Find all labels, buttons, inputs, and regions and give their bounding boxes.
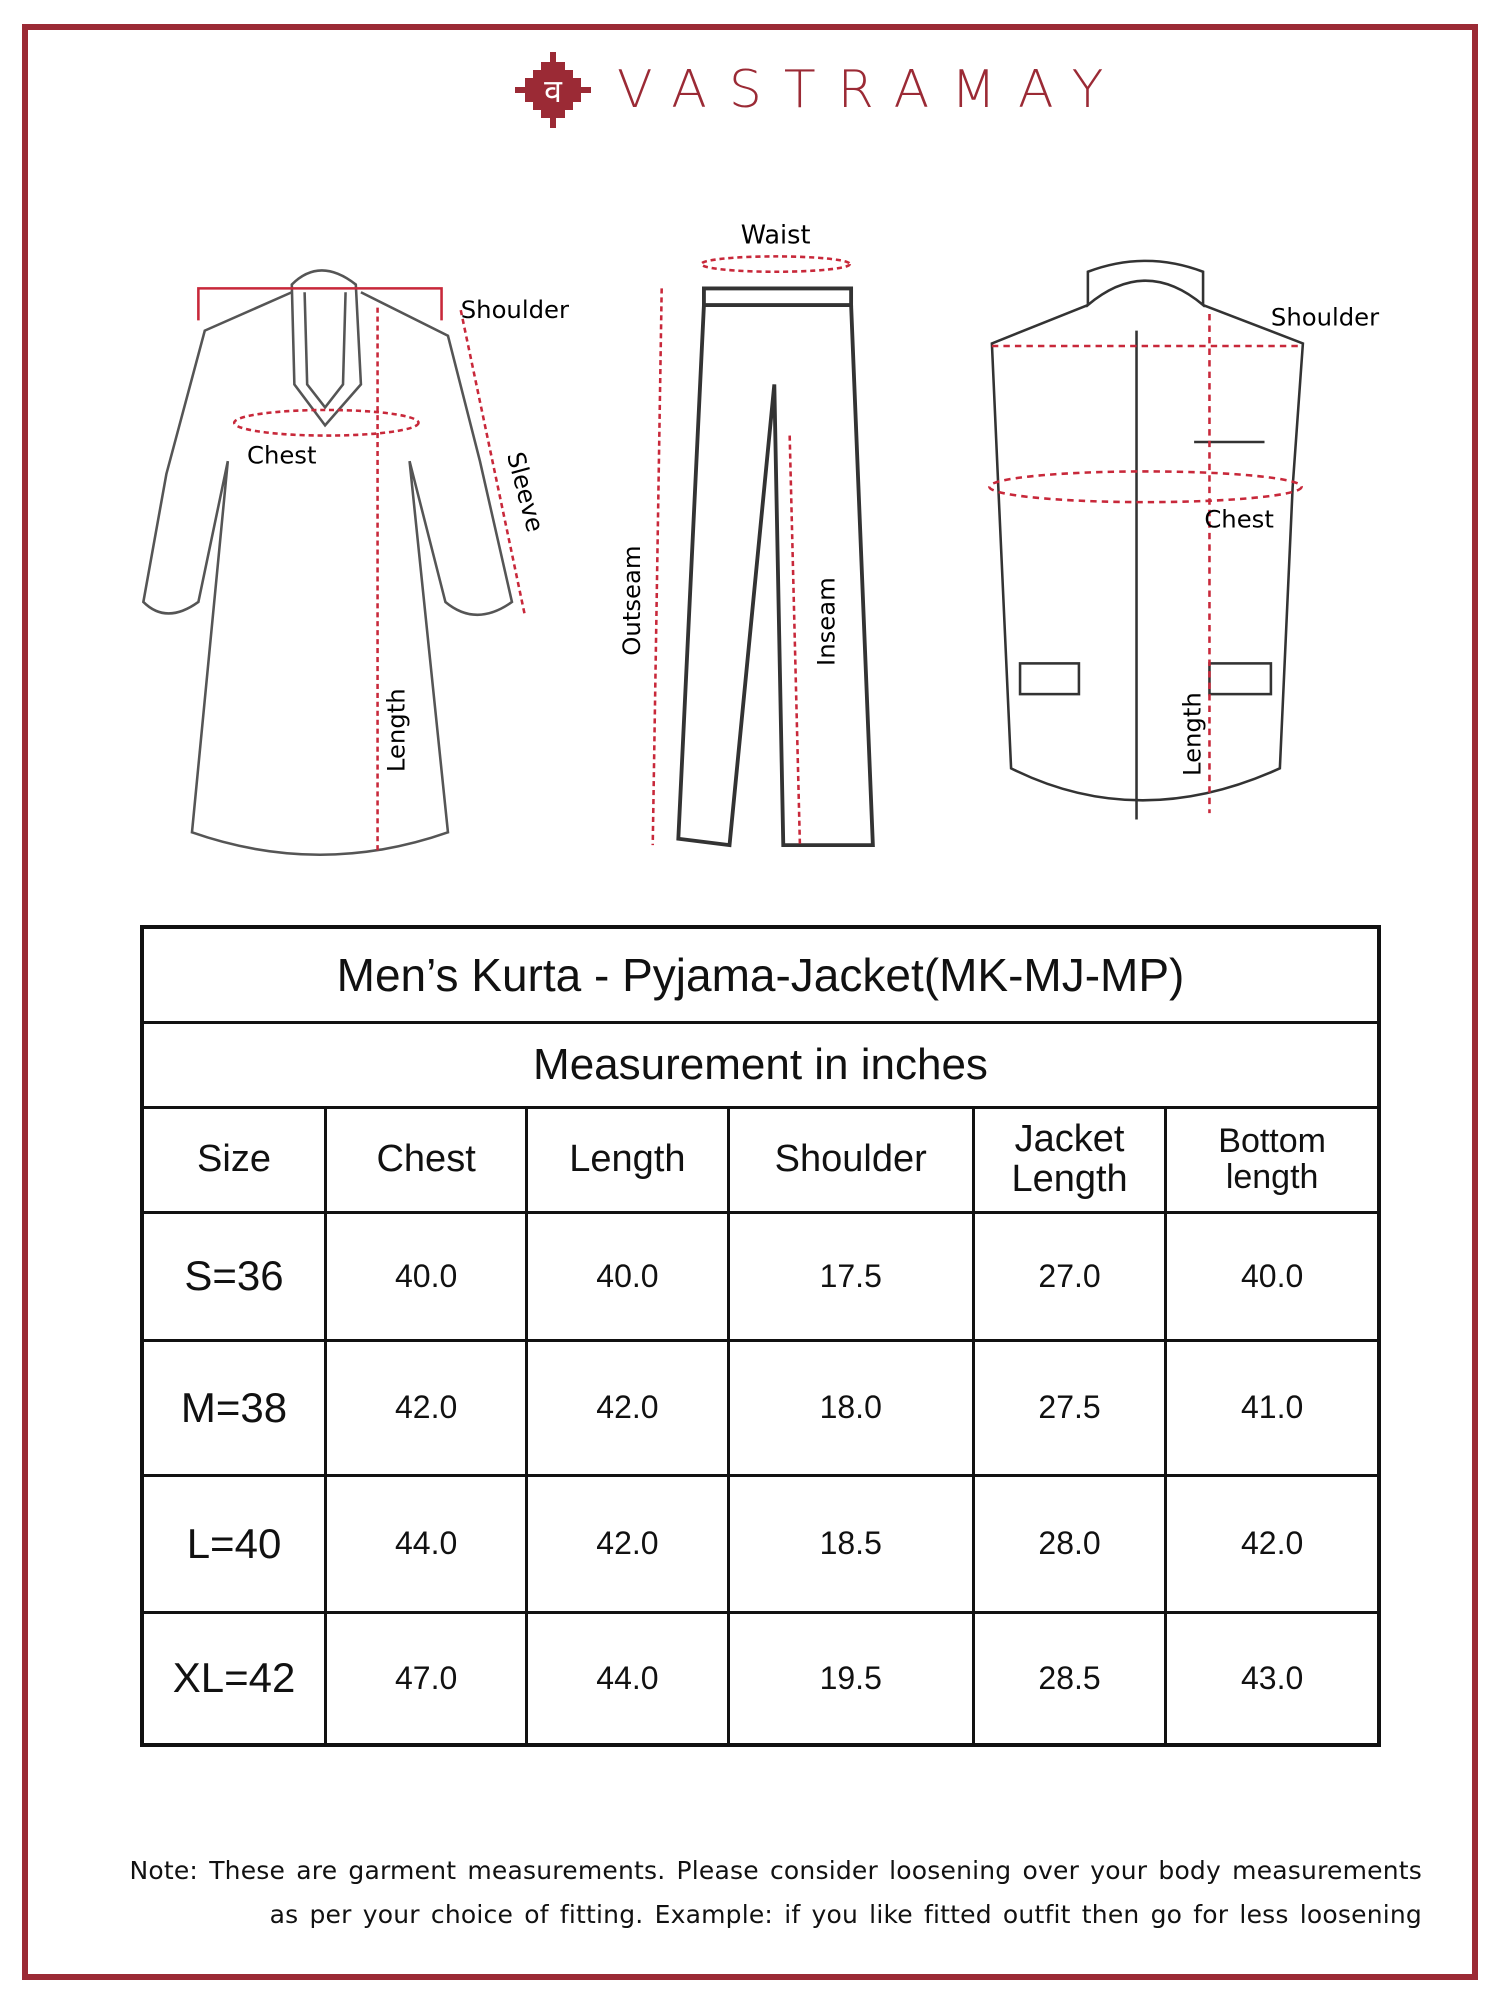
header-length: Length xyxy=(527,1107,728,1212)
pyjama-outseam-label: Outseam xyxy=(616,545,646,656)
pyjama-waist-label: Waist xyxy=(740,220,811,251)
note-line-1: Note: These are garment measurements. Please consider loosening over your body measurements xyxy=(129,1856,1422,1885)
note-line-2: as per your choice of fitting. Example: if you like fitted outfit then go for less loosening xyxy=(269,1900,1422,1929)
jacket-chest-label: Chest xyxy=(1204,504,1274,534)
table-subtitle: Measurement in inches xyxy=(142,1022,1379,1107)
cell: 44.0 xyxy=(527,1612,728,1745)
header-jacket-length: Jacket Length xyxy=(973,1107,1165,1212)
pyjama-drawing xyxy=(678,288,873,845)
kurta-chest-label: Chest xyxy=(247,440,317,470)
size-cell: XL=42 xyxy=(142,1612,326,1745)
cell: 27.5 xyxy=(973,1340,1165,1475)
cell: 42.0 xyxy=(326,1340,527,1475)
brand-name: VASTRAMAY xyxy=(617,60,1126,120)
kurta-length-label: Length xyxy=(381,688,411,773)
size-chart-table xyxy=(140,925,1381,1747)
cell: 18.0 xyxy=(728,1340,973,1475)
size-cell: S=36 xyxy=(142,1212,326,1340)
size-cell: L=40 xyxy=(142,1475,326,1612)
jacket-drawing xyxy=(992,261,1303,820)
cell: 41.0 xyxy=(1166,1340,1379,1475)
cell: 28.5 xyxy=(973,1612,1165,1745)
cell: 40.0 xyxy=(1166,1212,1379,1340)
kurta-drawing xyxy=(143,270,512,854)
cell: 42.0 xyxy=(527,1475,728,1612)
svg-text:व: व xyxy=(544,72,562,110)
cell: 19.5 xyxy=(728,1612,973,1745)
cell: 47.0 xyxy=(326,1612,527,1745)
kurta-sleeve-label: Sleeve xyxy=(501,448,551,535)
cell: 27.0 xyxy=(973,1212,1165,1340)
cell: 43.0 xyxy=(1166,1612,1379,1745)
header-size: Size xyxy=(142,1107,326,1212)
cell: 40.0 xyxy=(326,1212,527,1340)
cell: 40.0 xyxy=(527,1212,728,1340)
cell: 18.5 xyxy=(728,1475,973,1612)
table-row xyxy=(142,1212,1379,1340)
cell: 28.0 xyxy=(973,1475,1165,1612)
cell: 42.0 xyxy=(527,1340,728,1475)
cell: 44.0 xyxy=(326,1475,527,1612)
jacket-length-label: Length xyxy=(1177,692,1207,777)
table-title: Men’s Kurta - Pyjama-Jacket(MK-MJ-MP) xyxy=(142,927,1379,1022)
header-chest: Chest xyxy=(326,1107,527,1212)
table-row xyxy=(142,1475,1379,1612)
cell: 17.5 xyxy=(728,1212,973,1340)
size-cell: M=38 xyxy=(142,1340,326,1475)
jacket-shoulder-label: Shoulder xyxy=(1270,302,1380,332)
header-shoulder: Shoulder xyxy=(728,1107,973,1212)
pyjama-inseam-label: Inseam xyxy=(811,577,841,666)
table-row xyxy=(142,1340,1379,1475)
kurta-shoulder-label: Shoulder xyxy=(460,294,569,324)
table-header-row xyxy=(142,1107,1379,1212)
table-row xyxy=(142,1612,1379,1745)
jacket-measure-lines xyxy=(989,314,1301,813)
cell: 42.0 xyxy=(1166,1475,1379,1612)
header-bottom-length: Bottom length xyxy=(1166,1107,1379,1212)
